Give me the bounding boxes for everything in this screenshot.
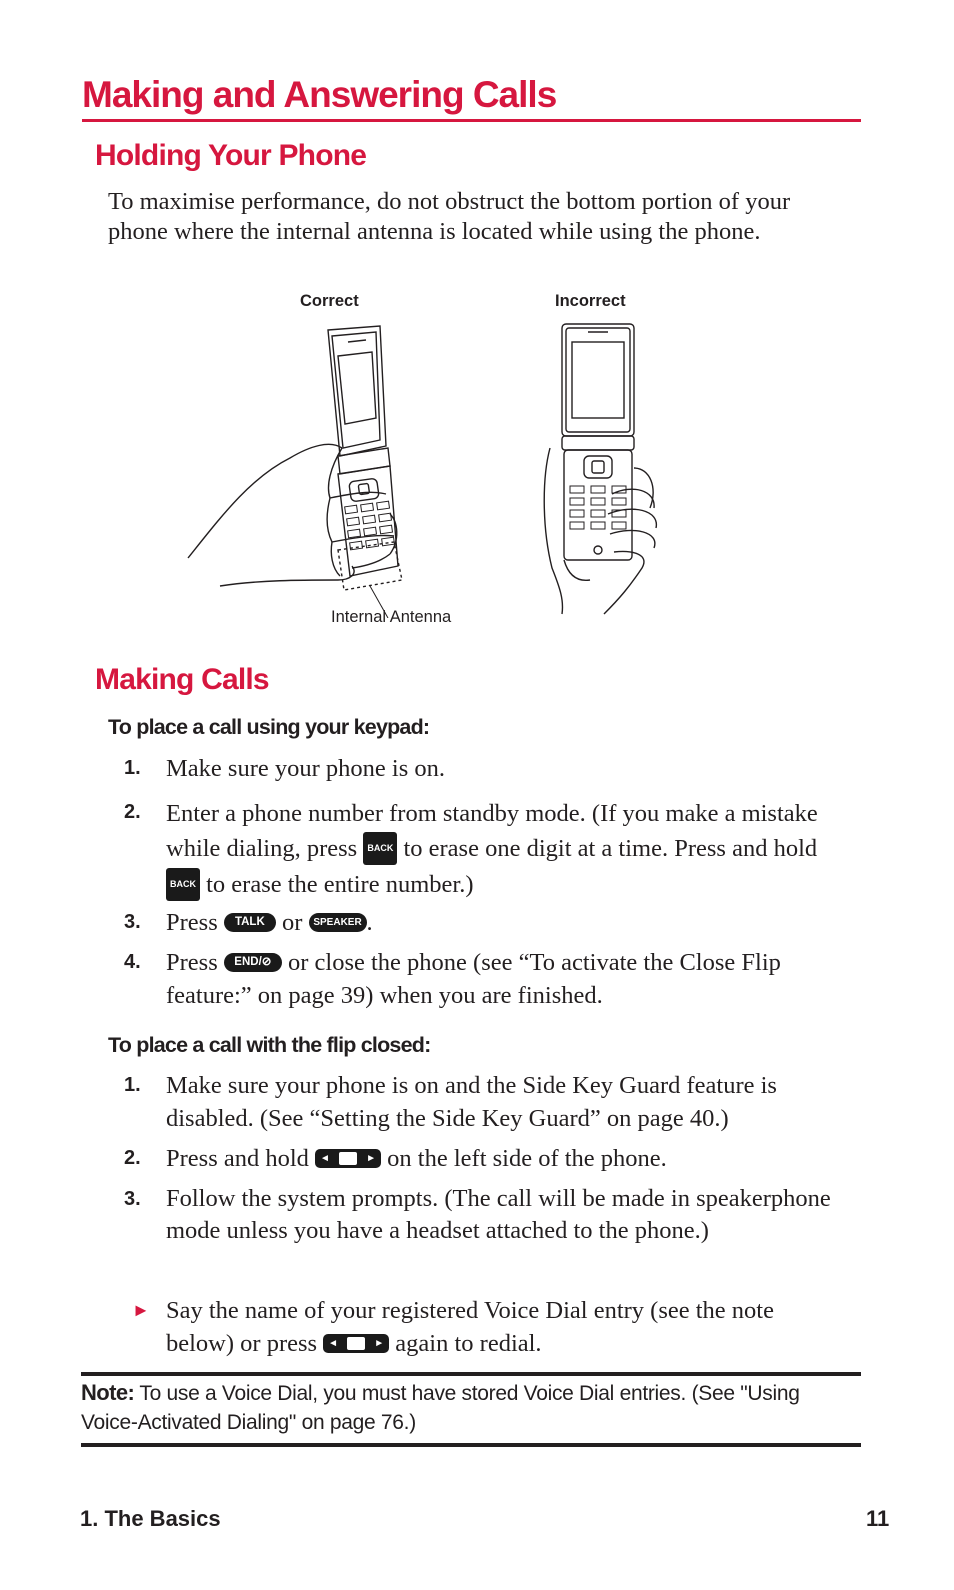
step-text-part: Press [166, 909, 218, 936]
figure-label-antenna: Internal Antenna [331, 608, 452, 626]
step-text [166, 1142, 846, 1175]
back-key-icon: BACK [166, 868, 200, 901]
step-text-part: . [366, 909, 373, 936]
step-text-part: to erase the entire number.) [206, 870, 474, 898]
step-text: Make sure your phone is on. [166, 755, 445, 782]
step-text-part: or close the phone (see “To activate the Close Flip feature:” on page 39) when you are finished. [166, 949, 781, 1009]
bullet-arrow-icon: ► [132, 1300, 150, 1320]
step-text: Follow the system prompts. (The call will be made in speakerphone mode unless you have a headset attached to the phone.) [166, 1185, 831, 1244]
side-voice-key-icon: ◄ ► [323, 1334, 389, 1353]
side-voice-key-icon: ◄ ► [315, 1149, 381, 1168]
note-top-rule [81, 1372, 861, 1376]
subheading-flip-closed: To place a call with the flip closed: [108, 1033, 431, 1057]
section-heading-holding: Holding Your Phone [95, 139, 367, 172]
step-number: 2. [124, 801, 141, 823]
bullet-text [166, 1294, 846, 1360]
step-text [166, 906, 846, 939]
step-number: 3. [124, 911, 141, 933]
step-number: 4. [124, 951, 141, 973]
step-text-part: on the left side of the phone. [387, 1145, 667, 1172]
step-number: 2. [124, 1147, 141, 1169]
step-text: Make sure your phone is on and the Side Key Guard feature is disabled. (See “Setting the Side Key Guard” on page 40.) [166, 1072, 777, 1132]
note-block [81, 1378, 861, 1437]
end-key-icon: END/⊘ [224, 953, 282, 972]
footer-section: 1. The Basics [80, 1506, 221, 1531]
step-text-part: Press [166, 949, 218, 976]
page-title: Making and Answering Calls [82, 74, 557, 115]
subheading-keypad: To place a call using your keypad: [108, 715, 430, 739]
figure-label-correct: Correct [300, 292, 359, 310]
holding-body: To maximise performance, do not obstruct the bottom portion of your phone where the internal antenna is located while using the phone. [108, 188, 791, 245]
step-number: 1. [124, 1074, 141, 1096]
bullet-text-part: again to redial. [395, 1330, 542, 1357]
speaker-key-icon: SPEAKER [309, 913, 367, 932]
step-text-part: to erase one digit at a time. Press and hold [403, 835, 818, 862]
step-text-part: Enter a phone number from standby mode. (If you make a mistake while dialing, press [166, 800, 818, 862]
step-text-part: or [281, 909, 303, 936]
back-key-icon: BACK [363, 832, 397, 865]
incorrect-phone-drawing [544, 324, 656, 614]
talk-key-icon: TALK [224, 913, 276, 932]
step-text [166, 796, 846, 903]
step-number: 1. [124, 757, 141, 779]
bullet-text-part: Say the name of your registered Voice Dial entry (see the note below) or press [166, 1297, 774, 1357]
phone-holding-illustration [180, 318, 670, 618]
step-number: 3. [124, 1188, 141, 1210]
step-text [166, 946, 846, 1012]
page-number: 11 [866, 1506, 890, 1531]
note-label: Note: [81, 1380, 135, 1405]
note-text: To use a Voice Dial, you must have stored Voice Dial entries. (See "Using Voice-Activated Dialing" on page 76.) [81, 1382, 800, 1434]
step-text-part: Press and hold [166, 1145, 309, 1172]
correct-phone-drawing [188, 326, 402, 618]
section-heading-making-calls: Making Calls [95, 663, 269, 696]
title-rule [82, 119, 861, 122]
figure-label-incorrect: Incorrect [555, 292, 626, 310]
note-bottom-rule [81, 1443, 861, 1447]
